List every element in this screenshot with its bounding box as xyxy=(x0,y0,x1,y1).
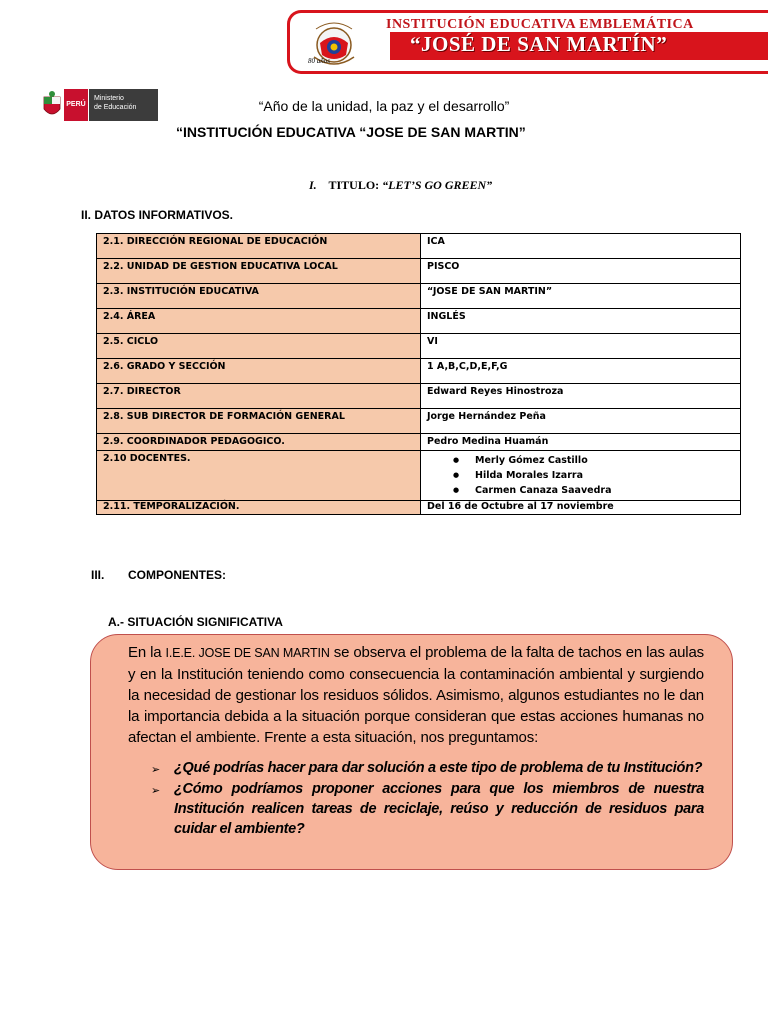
table-row xyxy=(97,359,741,384)
table-row xyxy=(97,234,741,259)
row-label: 2.10 DOCENTES. xyxy=(97,451,421,501)
ministry-name: Ministerio de Educación xyxy=(89,89,158,121)
row-value: PISCO xyxy=(421,259,741,284)
table-row xyxy=(97,409,741,434)
row-label: 2.11. TEMPORALIZACIÓN. xyxy=(97,501,421,515)
row-label: 2.5. CICLO xyxy=(97,334,421,359)
section-datos-heading: II. DATOS INFORMATIVOS. xyxy=(81,208,234,222)
school-banner xyxy=(287,10,768,74)
banner-title: INSTITUCIÓN EDUCATIVA EMBLEMÁTICA xyxy=(386,17,694,32)
arrow-bullet-icon: ➢ xyxy=(151,785,161,797)
row-label: 2.8. SUB DIRECTOR DE FORMACIÓN GENERAL xyxy=(97,409,421,434)
table-row xyxy=(97,259,741,284)
arrow-bullet-icon: ➢ xyxy=(151,764,161,776)
docentes-list xyxy=(427,453,734,498)
table-row xyxy=(97,501,741,515)
table-row xyxy=(97,309,741,334)
table-row xyxy=(97,451,741,501)
row-value xyxy=(421,451,741,501)
table-row xyxy=(97,284,741,309)
row-label: 2.6. GRADO Y SECCIÓN xyxy=(97,359,421,384)
list-item: ● Carmen Canaza Saavedra xyxy=(475,483,734,498)
row-label: 2.1. DIRECCIÓN REGIONAL DE EDUCACIÓN xyxy=(97,234,421,259)
list-item: ● Hilda Morales Izarra xyxy=(475,468,734,483)
situacion-heading: A.- SITUACIÓN SIGNIFICATIVA xyxy=(108,615,283,629)
section-componentes: III. COMPONENTES: xyxy=(91,568,227,582)
row-value: ICA xyxy=(421,234,741,259)
row-value: VI xyxy=(421,334,741,359)
table-row xyxy=(97,384,741,409)
peru-label: PERÚ xyxy=(64,89,88,121)
list-item: ● Merly Gómez Castillo xyxy=(475,453,734,468)
question-1: ¿Qué podrías hacer para dar solución a este tipo de problema de tu Institución? xyxy=(174,760,703,776)
row-value: INGLÉS xyxy=(421,309,741,334)
row-value: Pedro Medina Huamán xyxy=(421,434,741,451)
row-label: 2.7. DIRECTOR xyxy=(97,384,421,409)
emblem-years: 80 años xyxy=(308,57,330,65)
row-value: “JOSE DE SAN MARTIN” xyxy=(421,284,741,309)
situacion-paragraph: En la I.E.E. JOSE DE SAN MARTIN se observa el problema de la falta de tachos en las aulas y en la Institución teniendo como consecuencia la contaminación ambiental y surgiendo la necesidad de gestionar los residuos sólidos. Asimismo, algunos estudiantes no le dan la importancia debida a la situación porque consideran que estas acciones humanas no afectan el ambiente. Frente a esta situación, nos preguntamos: xyxy=(128,644,704,746)
datos-informativos-table xyxy=(96,233,741,515)
table-row xyxy=(97,434,741,451)
section-titulo: I. TITULO: “LET’S GO GREEN” xyxy=(309,178,493,192)
row-label: 2.2. UNIDAD DE GESTION EDUCATIVA LOCAL xyxy=(97,259,421,284)
row-value: Del 16 de Octubre al 17 noviembre xyxy=(421,501,741,515)
row-label: 2.4. ÁREA xyxy=(97,309,421,334)
banner-school-name: “JOSÉ DE SAN MARTÍN” xyxy=(410,32,668,56)
row-value: Jorge Hernández Peña xyxy=(421,409,741,434)
question-2: ¿Cómo podríamos proponer acciones para que los miembros de nuestra Institución realicen tareas de reciclaje, reúso y reducción de residuos para cuidar el ambiente? xyxy=(174,781,704,837)
row-value: Edward Reyes Hinostroza xyxy=(421,384,741,409)
year-slogan: “Año de la unidad, la paz y el desarrollo” xyxy=(258,98,510,114)
table-row xyxy=(97,334,741,359)
row-value: 1 A,B,C,D,E,F,G xyxy=(421,359,741,384)
institution-title: “INSTITUCIÓN EDUCATIVA “JOSE DE SAN MARTIN” xyxy=(176,124,526,140)
row-label: 2.9. COORDINADOR PEDAGOGICO. xyxy=(97,434,421,451)
row-label: 2.3. INSTITUCIÓN EDUCATIVA xyxy=(97,284,421,309)
